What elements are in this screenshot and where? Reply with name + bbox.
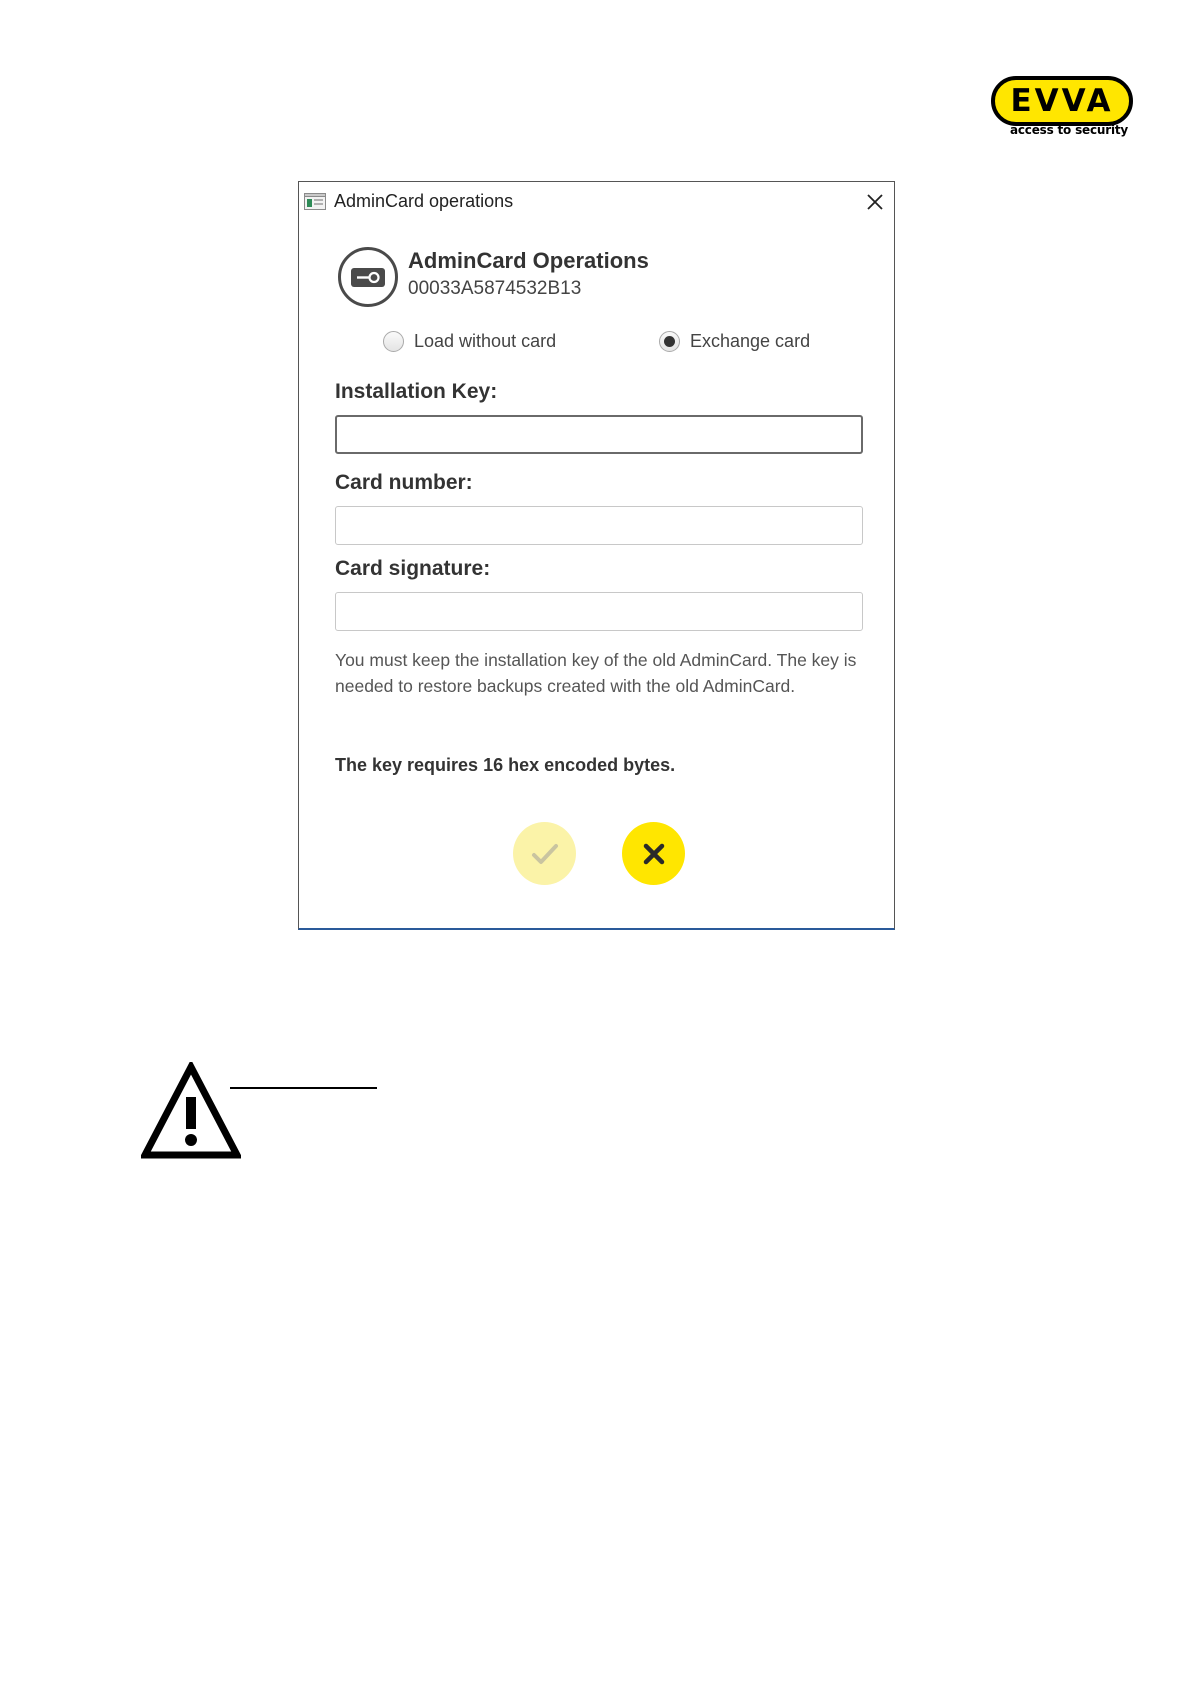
- evva-logo: [991, 76, 1133, 140]
- radio-label: Exchange card: [690, 331, 811, 351]
- evva-logo-word: EVVA: [1010, 82, 1114, 119]
- radio-selected-dot: [664, 336, 675, 347]
- key-requirement-note: The key requires 16 hex encoded bytes.: [335, 755, 676, 775]
- warning-heading-rule: [230, 1087, 377, 1089]
- card-number-input[interactable]: [335, 506, 863, 545]
- radio-circle[interactable]: [383, 331, 404, 352]
- cross-icon: [641, 841, 667, 867]
- admin-card-key-icon: [337, 246, 399, 308]
- evva-logo-tagline: access to security: [1010, 123, 1129, 137]
- radio-circle[interactable]: [659, 331, 680, 352]
- dialog-title: AdminCard operations: [334, 191, 514, 211]
- card-signature-label: Card signature:: [335, 557, 491, 580]
- confirm-button[interactable]: [513, 822, 576, 885]
- radio-label: Load without card: [414, 331, 557, 351]
- close-icon: [862, 189, 888, 215]
- app-window-icon: [304, 193, 326, 210]
- check-icon: [530, 841, 560, 867]
- cancel-button[interactable]: [622, 822, 685, 885]
- card-signature-input[interactable]: [335, 592, 863, 631]
- admincard-operations-dialog: [298, 181, 895, 930]
- warning-triangle-icon: [141, 1062, 241, 1160]
- close-button[interactable]: [862, 189, 888, 215]
- radio-load-without-card[interactable]: [383, 331, 556, 352]
- admincard-id: 00033A5874532B13: [408, 278, 582, 299]
- card-number-label: Card number:: [335, 471, 473, 494]
- installation-key-info: You must keep the installation key of the old AdminCard. The key is needed to restore backups created with the old AdminCard.: [335, 650, 857, 696]
- installation-key-label: Installation Key:: [335, 380, 498, 403]
- evva-logo-badge: [991, 76, 1133, 126]
- radio-exchange-card[interactable]: [659, 331, 810, 352]
- dialog-titlebar: [299, 182, 894, 222]
- dialog-heading: AdminCard Operations: [408, 248, 649, 273]
- installation-key-input[interactable]: [335, 415, 863, 454]
